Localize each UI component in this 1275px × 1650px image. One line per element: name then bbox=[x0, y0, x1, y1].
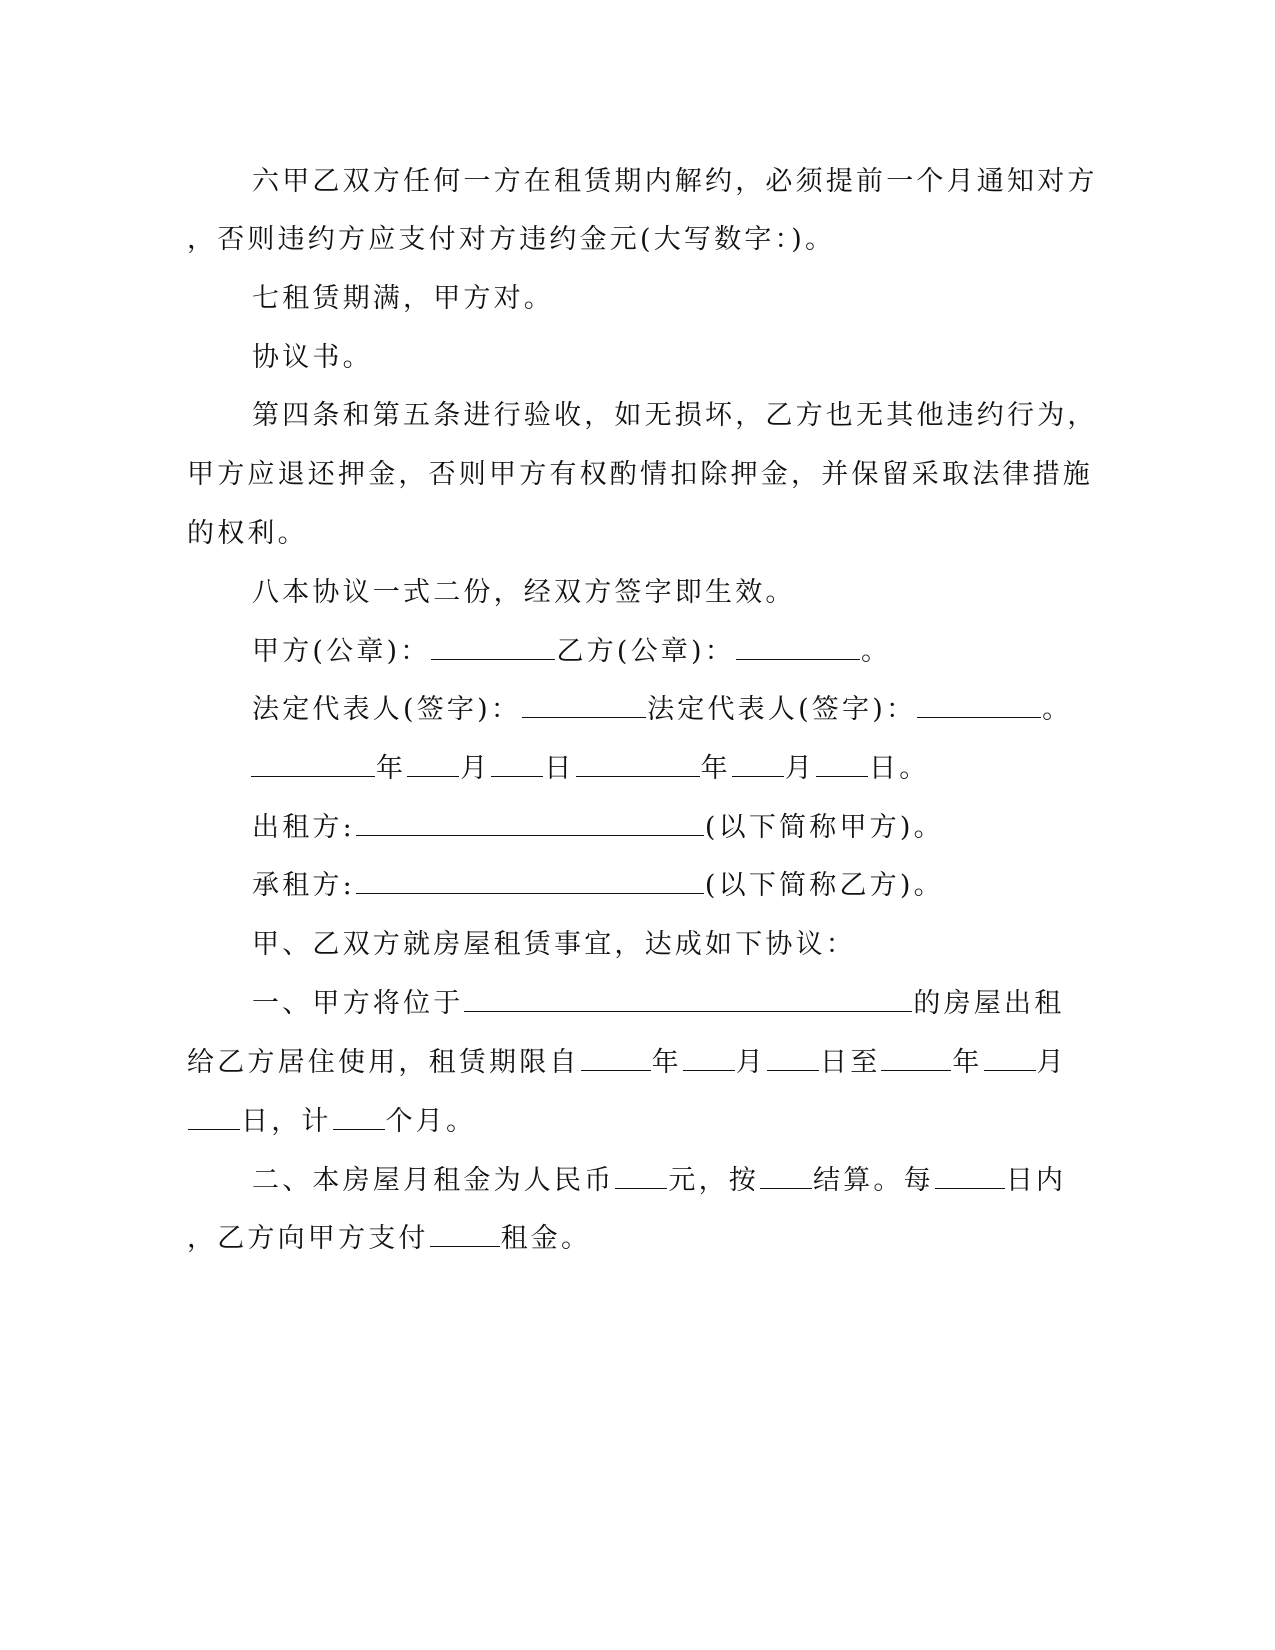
text: 七租赁期满，甲方对。 bbox=[252, 283, 554, 314]
month-label: 月 bbox=[784, 753, 816, 784]
lessor-line bbox=[252, 808, 1152, 848]
text: 日内 bbox=[1005, 1165, 1067, 1196]
clause-one-line-2 bbox=[187, 1043, 1087, 1083]
text: 租金。 bbox=[500, 1223, 592, 1254]
signature-date-line bbox=[250, 749, 1150, 789]
text: 结算。每 bbox=[813, 1165, 934, 1196]
party-b-representative-label: 法定代表人(签字)： bbox=[647, 694, 917, 725]
text: 二、本房屋月租金为人民币 bbox=[252, 1165, 615, 1196]
paragraph-termination-line-1 bbox=[252, 162, 1152, 202]
year-label: 年 bbox=[651, 1047, 682, 1078]
text: 甲方应退还押金，否则甲方有权酌情扣除押金，并保留采取法律措施 bbox=[187, 459, 1093, 490]
date-b-year-blank[interactable] bbox=[576, 750, 700, 777]
paragraph-inspection-line-1 bbox=[252, 396, 1152, 436]
start-month-blank[interactable] bbox=[683, 1044, 735, 1071]
start-year-blank[interactable] bbox=[581, 1044, 651, 1071]
month-label: 月 bbox=[1036, 1047, 1067, 1078]
text: 。 bbox=[1042, 694, 1073, 725]
text: 元，按 bbox=[668, 1165, 760, 1196]
day-label: 日。 bbox=[869, 753, 930, 784]
text: 。 bbox=[860, 636, 892, 667]
day-to-label: 日至 bbox=[820, 1047, 881, 1078]
party-b-representative-blank[interactable] bbox=[917, 691, 1041, 718]
end-month-blank[interactable] bbox=[984, 1044, 1036, 1071]
date-b-day-blank[interactable] bbox=[816, 750, 868, 777]
party-a-seal-label: 甲方(公章)： bbox=[252, 636, 431, 667]
settlement-period-blank[interactable] bbox=[760, 1162, 812, 1189]
paragraph-inspection-line-3 bbox=[187, 514, 1087, 554]
text: ，否则违约方应支付对方违约金元(大写数字：)。 bbox=[187, 224, 836, 255]
lessee-line bbox=[252, 866, 1152, 906]
text: 日，计 bbox=[241, 1106, 332, 1137]
payment-amount-blank[interactable] bbox=[430, 1220, 500, 1247]
year-label: 年 bbox=[376, 753, 407, 784]
date-b-month-blank[interactable] bbox=[732, 750, 784, 777]
text: 八本协议一式二份，经双方签字即生效。 bbox=[252, 577, 796, 608]
lessee-label: 承租方: bbox=[252, 870, 355, 901]
year-label: 年 bbox=[952, 1047, 983, 1078]
text: 一、甲方将位于 bbox=[252, 988, 464, 1019]
start-day-blank[interactable] bbox=[767, 1044, 819, 1071]
paragraph-inspection-line-2 bbox=[187, 455, 1093, 495]
payment-cycle-blank[interactable] bbox=[935, 1162, 1005, 1189]
date-a-month-blank[interactable] bbox=[407, 750, 459, 777]
lessee-blank[interactable] bbox=[356, 867, 704, 894]
text: 六甲乙双方任何一方在租赁期内解约，必须提前一个月通知对方 bbox=[252, 166, 1098, 197]
date-a-year-blank[interactable] bbox=[251, 750, 375, 777]
months-count-blank[interactable] bbox=[333, 1103, 385, 1130]
lessor-label: 出租方: bbox=[252, 812, 355, 843]
party-b-seal-blank[interactable] bbox=[736, 633, 860, 660]
text: 协议书。 bbox=[252, 342, 373, 373]
text: 甲、乙双方就房屋租赁事宜，达成如下协议： bbox=[252, 929, 856, 960]
signature-seal-line bbox=[252, 632, 1152, 672]
day-label: 日 bbox=[544, 753, 575, 784]
text: 的权利。 bbox=[187, 518, 308, 549]
paragraph-lease-end bbox=[252, 279, 1152, 319]
clause-one-line-3 bbox=[187, 1102, 1087, 1142]
text: 个月。 bbox=[385, 1106, 477, 1137]
month-label: 月 bbox=[460, 753, 491, 784]
lessee-note: (以下简称乙方)。 bbox=[704, 870, 944, 901]
paragraph-agreement bbox=[252, 338, 1152, 378]
end-day-blank[interactable] bbox=[188, 1103, 240, 1130]
year-label: 年 bbox=[700, 753, 731, 784]
lessor-blank[interactable] bbox=[356, 809, 704, 836]
party-b-seal-label: 乙方(公章)： bbox=[556, 636, 735, 667]
text: 的房屋出租 bbox=[913, 988, 1065, 1019]
rent-amount-blank[interactable] bbox=[615, 1162, 667, 1189]
lessor-note: (以下简称甲方)。 bbox=[704, 812, 944, 843]
paragraph-intro bbox=[252, 925, 1152, 965]
date-a-day-blank[interactable] bbox=[491, 750, 543, 777]
text: ，乙方向甲方支付 bbox=[187, 1223, 429, 1254]
clause-one-line-1 bbox=[252, 984, 1152, 1024]
end-year-blank[interactable] bbox=[881, 1044, 951, 1071]
text: 给乙方居住使用，租赁期限自 bbox=[187, 1047, 580, 1078]
paragraph-termination-line-2 bbox=[187, 220, 1087, 260]
party-a-seal-blank[interactable] bbox=[431, 633, 555, 660]
text: 第四条和第五条进行验收，如无损坏，乙方也无其他违约行为， bbox=[252, 400, 1098, 431]
clause-two-line-1 bbox=[252, 1161, 1152, 1201]
clause-two-line-2 bbox=[187, 1219, 1087, 1259]
party-a-representative-label: 法定代表人(签字)： bbox=[252, 694, 522, 725]
month-label: 月 bbox=[735, 1047, 767, 1078]
property-location-blank[interactable] bbox=[464, 985, 912, 1012]
party-a-representative-blank[interactable] bbox=[522, 691, 646, 718]
paragraph-copies bbox=[252, 573, 1152, 613]
signature-representative-line bbox=[252, 690, 1152, 730]
